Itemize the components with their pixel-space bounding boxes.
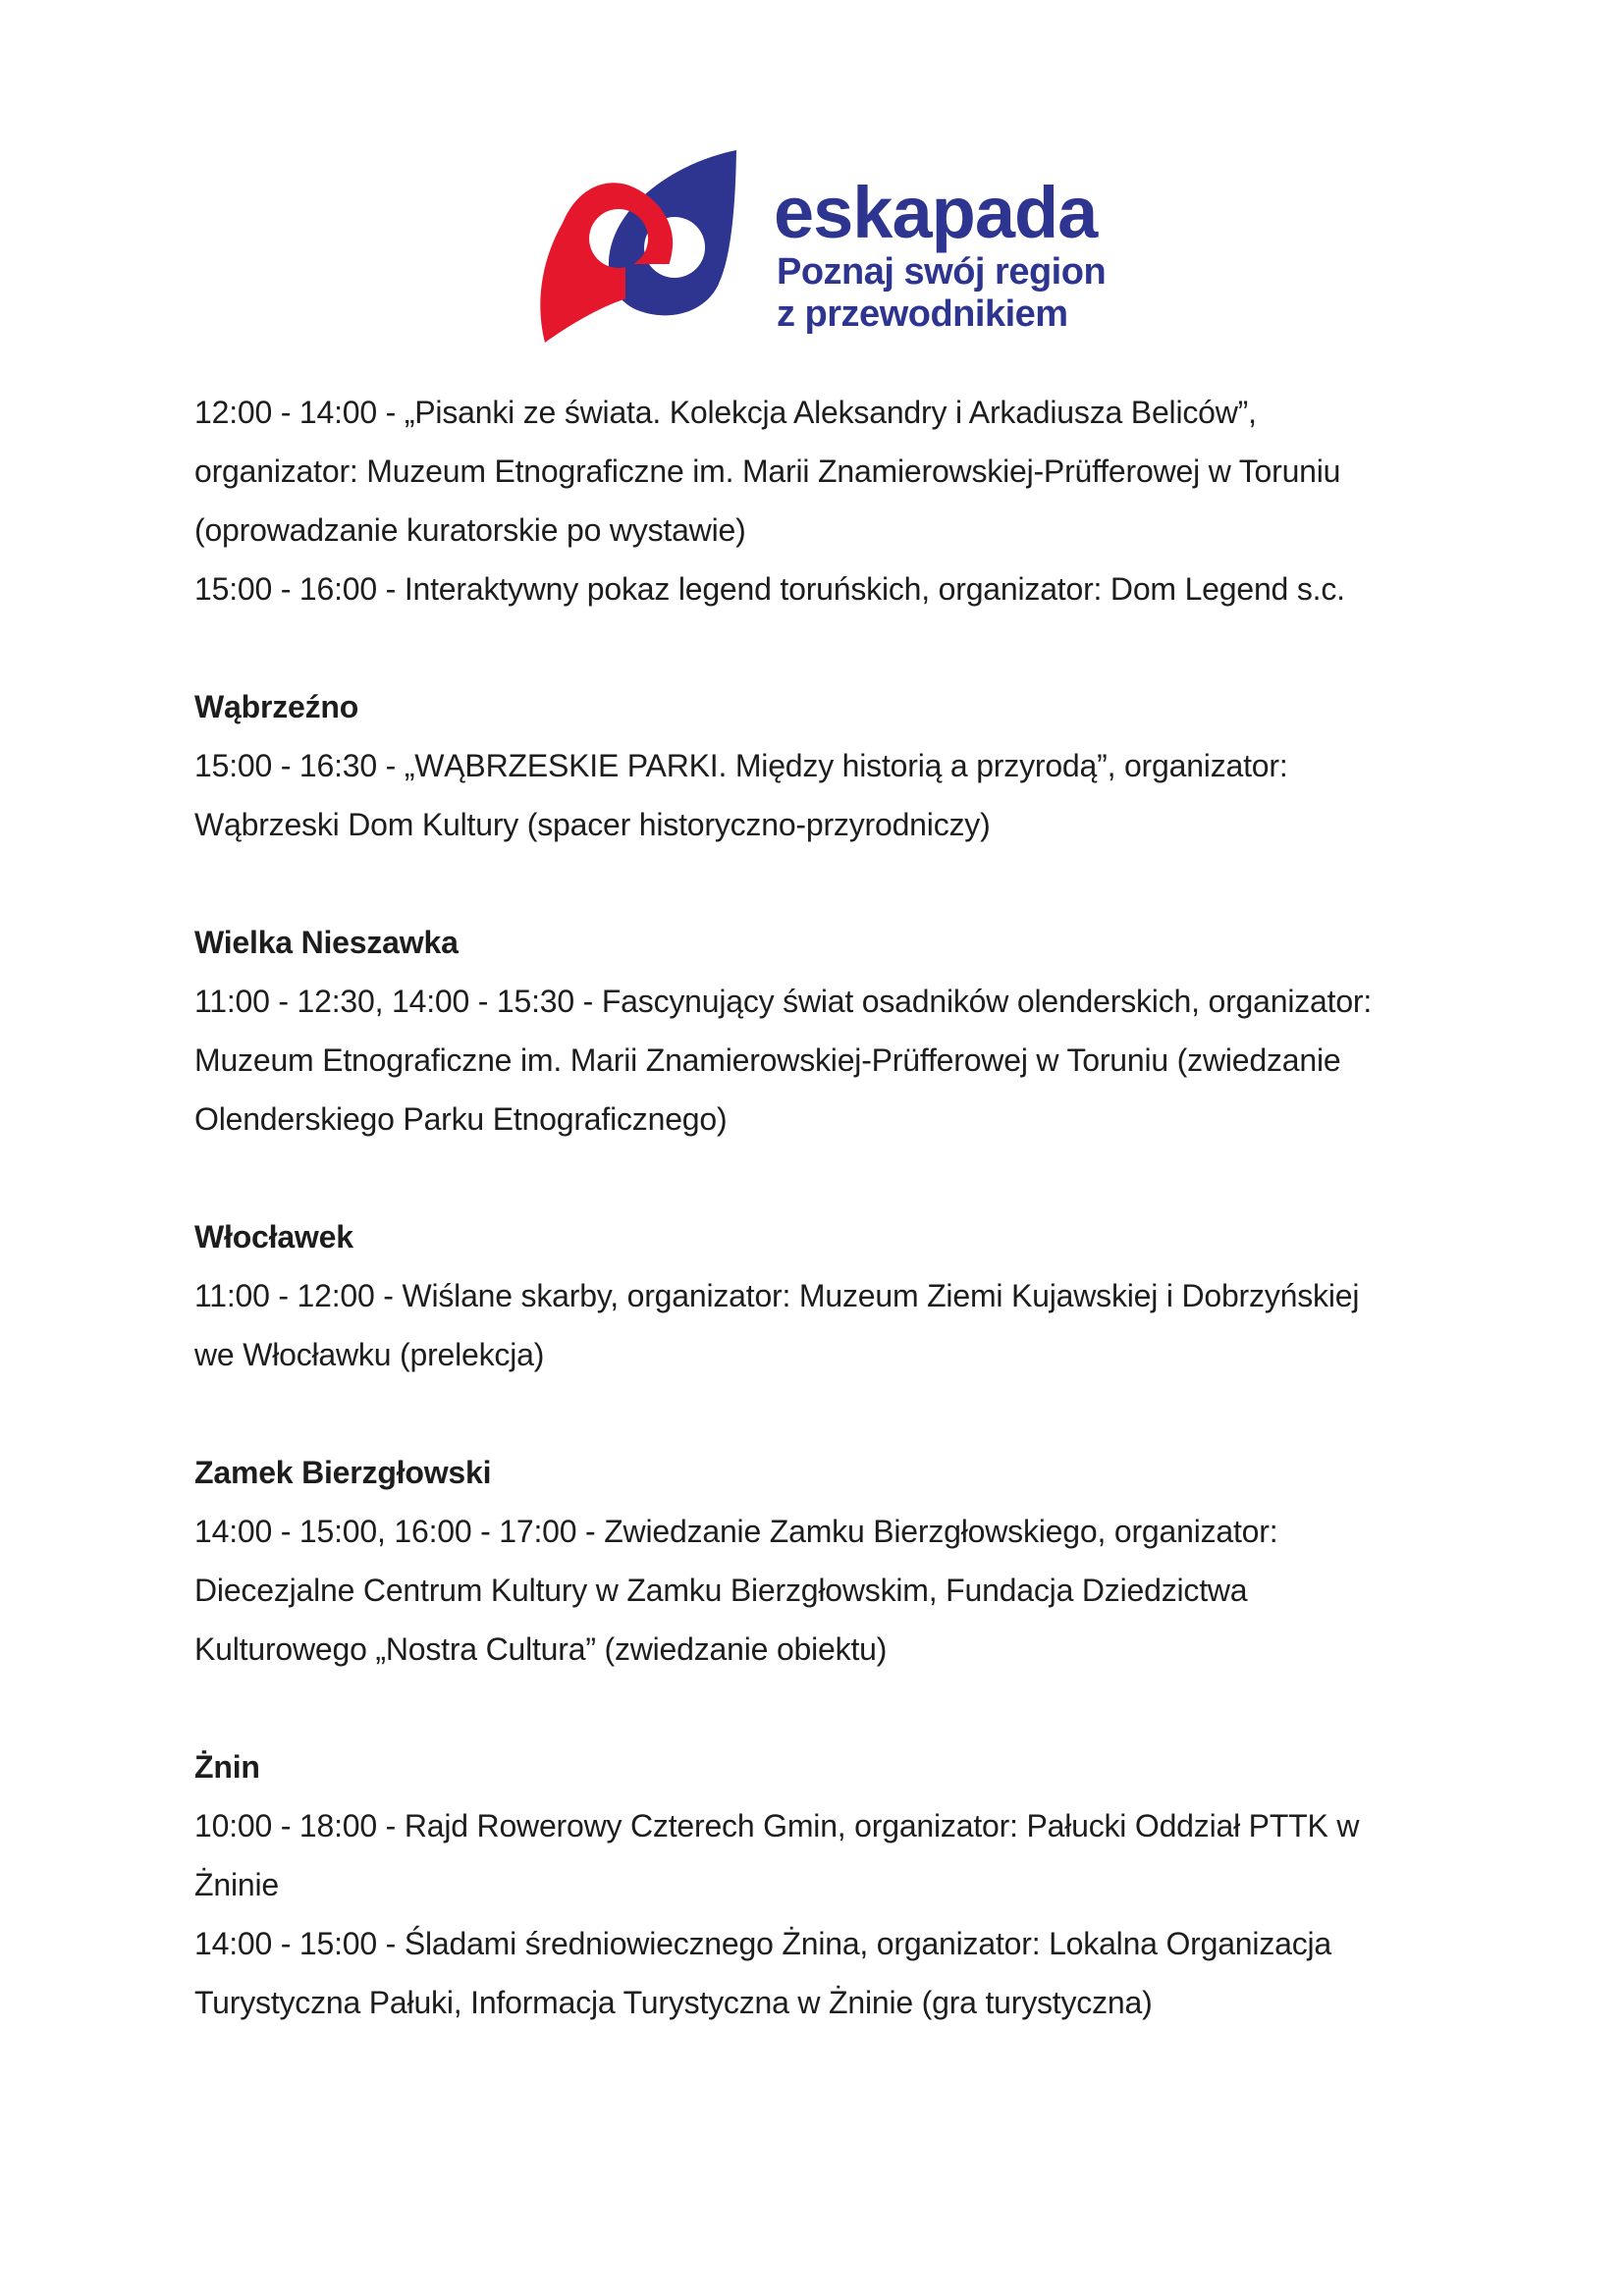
- program-section: [194, 1443, 1477, 1679]
- program-section: [194, 383, 1477, 618]
- event-line: 12:00 - 14:00 - „Pisanki ze świata. Kolekcja Aleksandry i Arkadiusza Beliców”,: [194, 395, 1257, 430]
- city-heading: Wąbrzeźno: [194, 689, 359, 724]
- brand-tagline-line2: z przewodnikiem: [777, 294, 1068, 335]
- event-line: Olenderskiego Parku Etnograficznego): [194, 1101, 728, 1137]
- event-line: Wąbrzeski Dom Kultury (spacer historyczno-przyrodniczy): [194, 807, 991, 842]
- city-heading: Żnin: [194, 1749, 260, 1785]
- event-line: 15:00 - 16:00 - Interaktywny pokaz legend toruńskich, organizator: Dom Legend s.c.: [194, 571, 1345, 607]
- city-heading: Zamek Bierzgłowski: [194, 1455, 492, 1490]
- event-line: Diecezjalne Centrum Kultury w Zamku Bierzgłowskim, Fundacja Dziedzictwa: [194, 1573, 1248, 1608]
- program-section: [194, 1737, 1477, 2032]
- event-line: Żninie: [194, 1867, 279, 1902]
- program-section: [194, 913, 1477, 1148]
- event-program: [194, 383, 1477, 2032]
- city-heading: Wielka Nieszawka: [194, 925, 459, 960]
- event-line: Turystyczna Pałuki, Informacja Turystyczna w Żninie (gra turystyczna): [194, 1985, 1153, 2020]
- event-line: 14:00 - 15:00 - Śladami średniowiecznego Żnina, organizator: Lokalna Organizacja: [194, 1926, 1332, 1961]
- event-line: 11:00 - 12:00 - Wiślane skarby, organizator: Muzeum Ziemi Kujawskiej i Dobrzyńskiej: [194, 1278, 1360, 1313]
- event-line: 10:00 - 18:00 - Rajd Rowerowy Czterech Gmin, organizator: Pałucki Oddział PTTK w: [194, 1808, 1360, 1843]
- program-section: [194, 677, 1477, 854]
- event-line: we Włocławku (prelekcja): [194, 1337, 545, 1372]
- event-line: (oprowadzanie kuratorskie po wystawie): [194, 512, 746, 548]
- event-line: Muzeum Etnograficzne im. Marii Znamierowskiej-Prüfferowej w Toruniu (zwiedzanie: [194, 1042, 1341, 1078]
- event-line: 15:00 - 16:30 - „WĄBRZESKIE PARKI. Między historią a przyrodą”, organizator:: [194, 748, 1288, 783]
- event-line: 11:00 - 12:30, 14:00 - 15:30 - Fascynujący świat osadników olenderskich, organizator:: [194, 984, 1373, 1019]
- event-line: organizator: Muzeum Etnograficzne im. Marii Znamierowskiej-Prüfferowej w Toruniu: [194, 454, 1341, 489]
- event-line: Kulturowego „Nostra Cultura” (zwiedzanie obiektu): [194, 1631, 888, 1667]
- brand-tagline-line1: Poznaj swój region: [777, 251, 1107, 293]
- city-heading: Włocławek: [194, 1219, 353, 1255]
- brand-tagline: [777, 251, 1106, 336]
- brand-name: eskapada: [774, 172, 1098, 253]
- event-line: 14:00 - 15:00, 16:00 - 17:00 - Zwiedzanie Zamku Bierzgłowskiego, organizator:: [194, 1514, 1278, 1549]
- program-section: [194, 1207, 1477, 1384]
- eskapada-logo-icon: [535, 129, 761, 364]
